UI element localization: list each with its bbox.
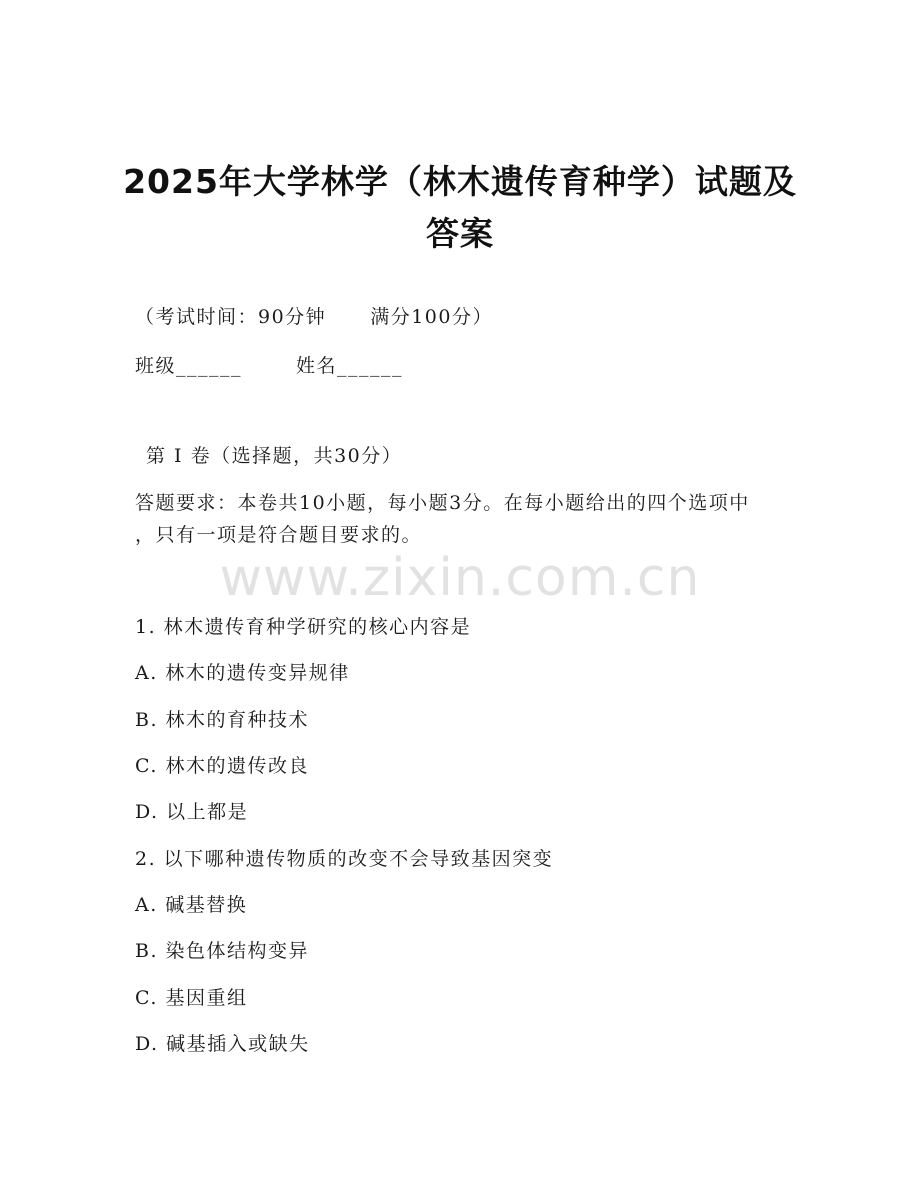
- question-1-option-d: D. 以上都是: [135, 801, 249, 823]
- question-2-option-a: A. 碱基替换: [135, 894, 248, 916]
- question-2-option-b: B. 染色体结构变异: [135, 940, 310, 962]
- instructions-line-1: 答题要求：本卷共10小题，每小题3分。在每小题给出的四个选项中: [135, 492, 750, 514]
- class-field: 班级______: [135, 355, 243, 377]
- instructions-line-2: ，只有一项是符合题目要求的。: [135, 524, 423, 546]
- exam-score: 满分100分）: [370, 306, 493, 328]
- document-title-line-2: 答案: [426, 214, 494, 253]
- section-heading: 第 I 卷（选择题，共30分）: [146, 445, 403, 467]
- question-1-option-c: C. 林木的遗传改良: [135, 755, 309, 777]
- question-2-option-d: D. 碱基插入或缺失: [135, 1033, 310, 1055]
- question-1-option-a: A. 林木的遗传变异规律: [135, 662, 350, 684]
- watermark: www.zixin.com.cn: [219, 548, 701, 608]
- question-1-option-b: B. 林木的育种技术: [135, 709, 310, 731]
- question-1-stem: 1. 林木遗传育种学研究的核心内容是: [135, 616, 472, 638]
- exam-info: [135, 302, 493, 329]
- question-2-stem: 2. 以下哪种遗传物质的改变不会导致基因突变: [135, 848, 554, 870]
- question-2-option-c: C. 基因重组: [135, 987, 248, 1009]
- name-field: 姓名______: [296, 355, 404, 377]
- exam-time: （考试时间：90分钟: [135, 306, 327, 328]
- document-title-line-1: 2025年大学林学（林木遗传育种学）试题及: [123, 162, 797, 201]
- student-info: [135, 351, 403, 378]
